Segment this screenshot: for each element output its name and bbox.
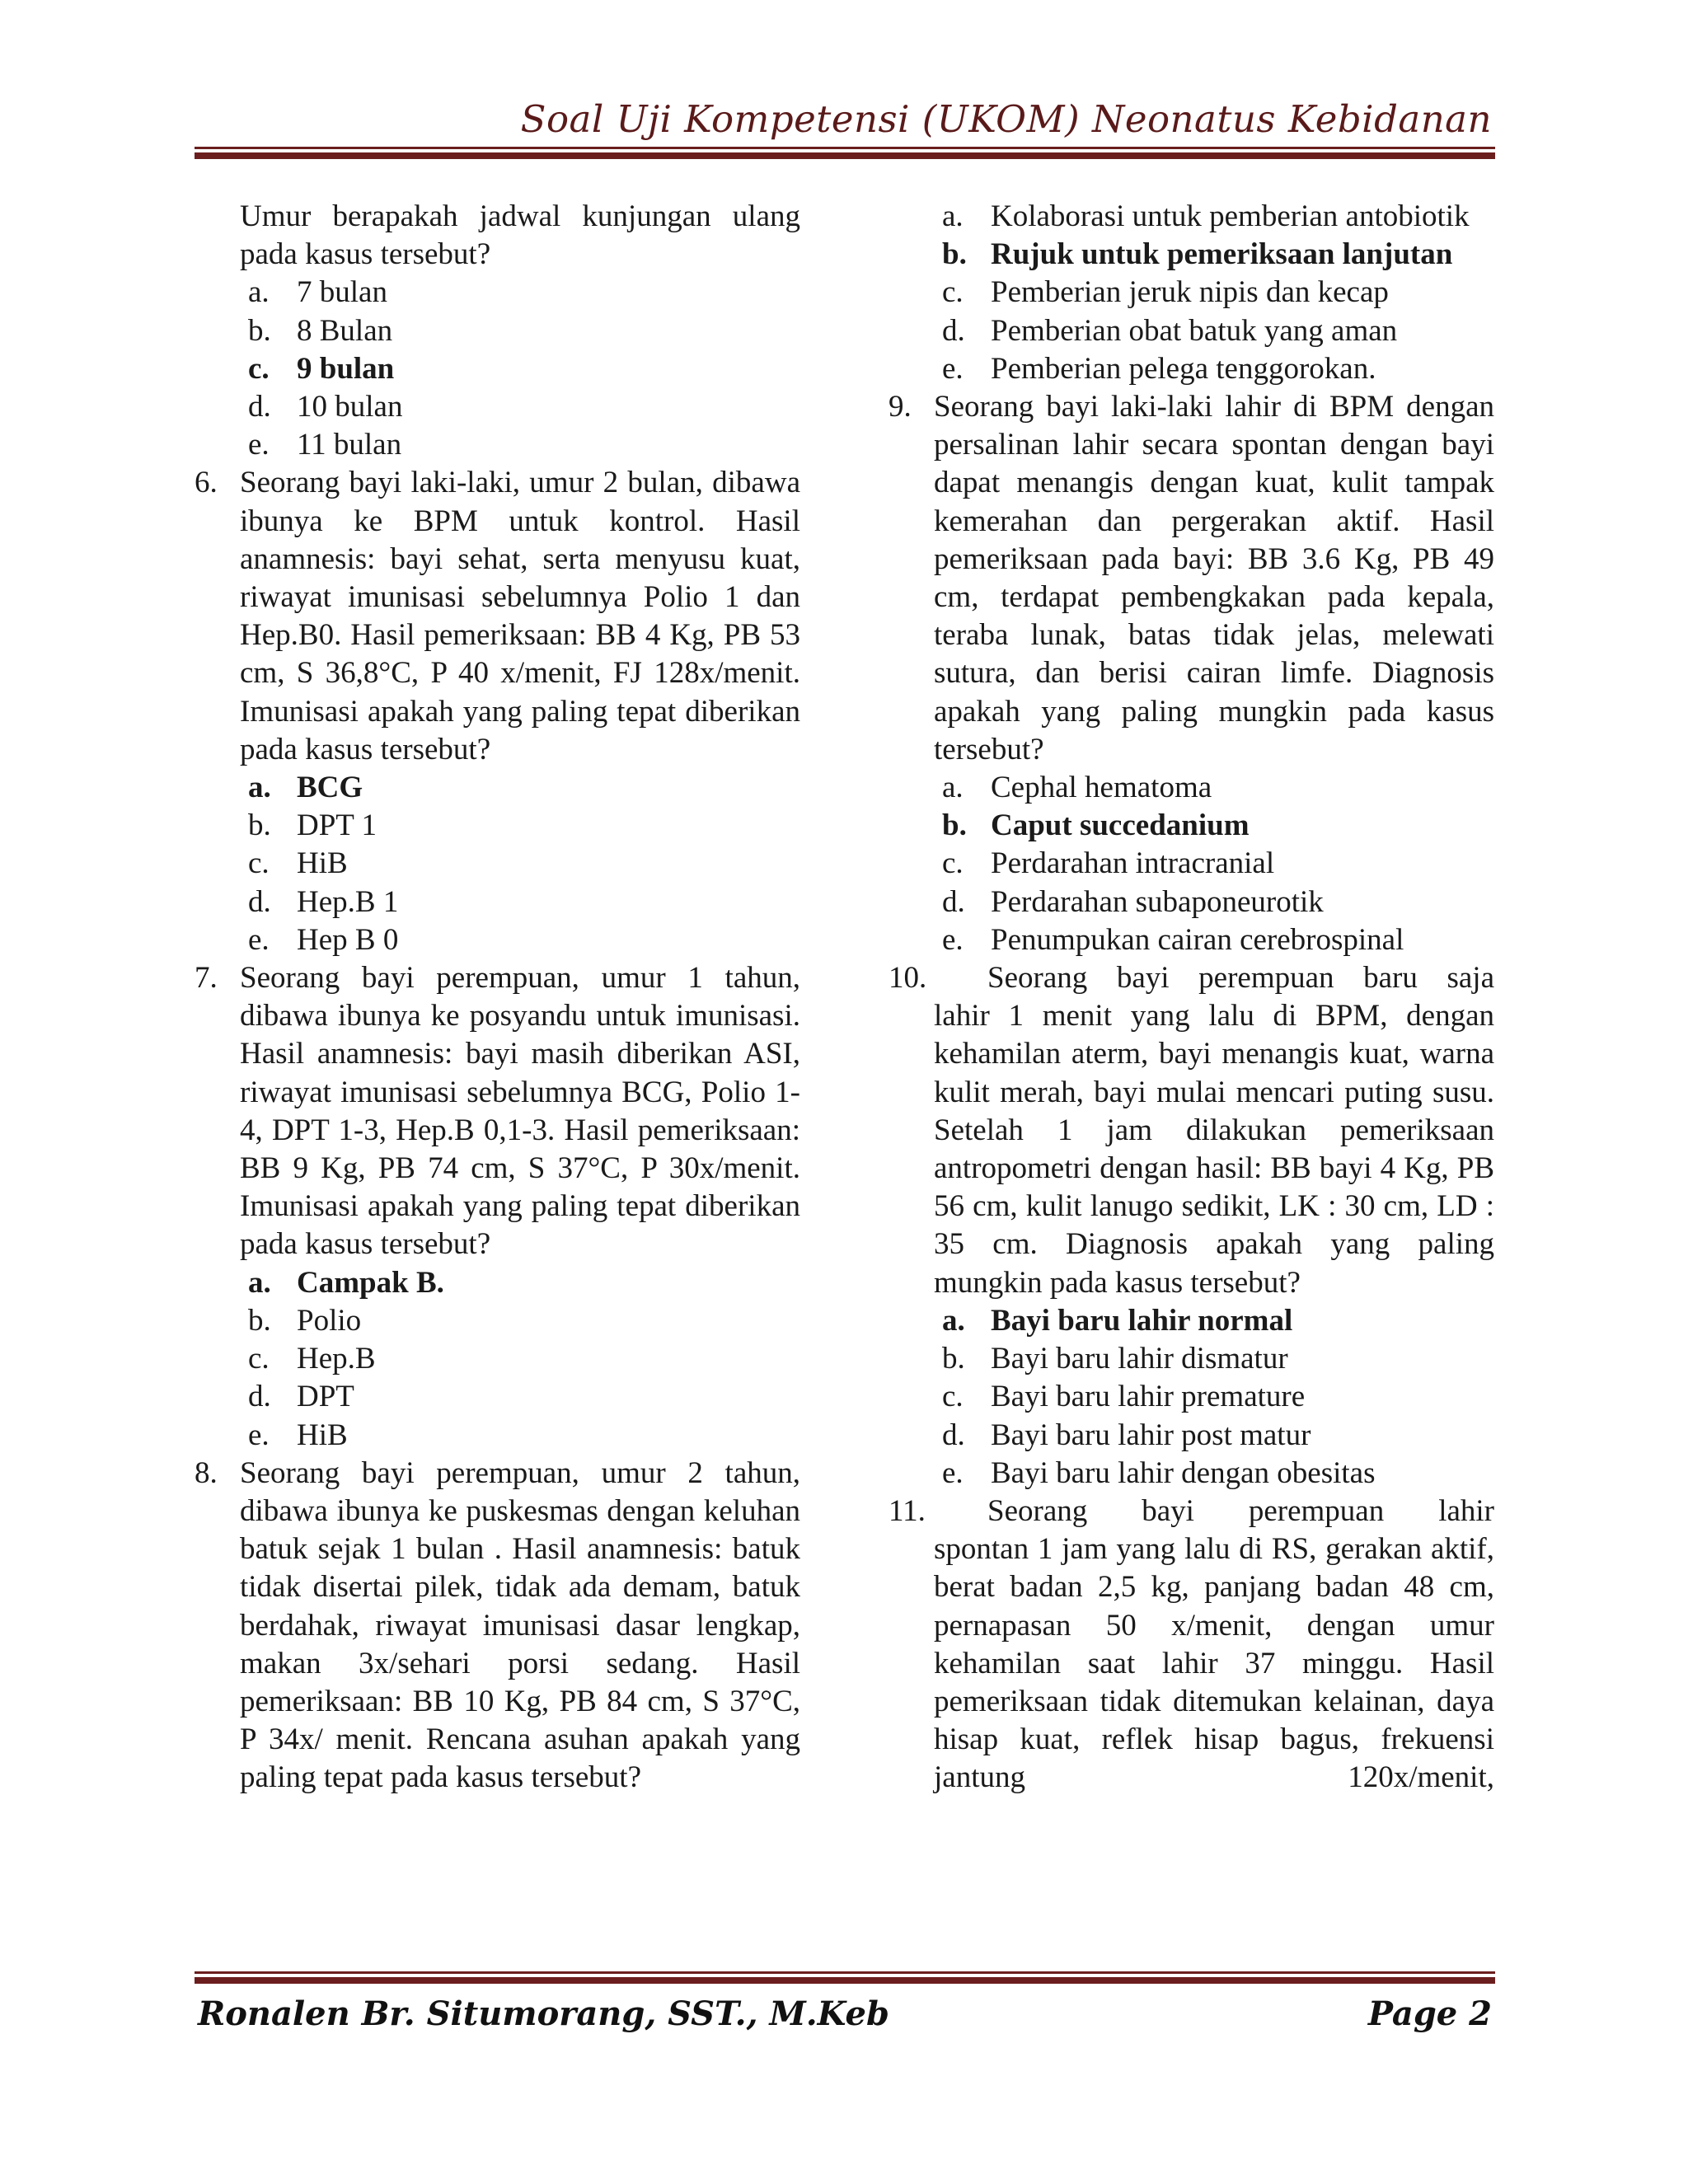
q6-option-c: c. HiB — [248, 846, 348, 881]
q8-option-a: a. Kolaborasi untuk pemberian antobiotik — [942, 199, 1470, 233]
question-number: 11. — [889, 1493, 926, 1528]
q9-option-d: d. Perdarahan subaponeurotik — [942, 884, 1324, 919]
q5-option-c-answer: c. 9 bulan — [248, 351, 395, 386]
q10-option-e: e. Bayi baru lahir dengan obesitas — [942, 1455, 1376, 1490]
footer-rule-thin — [195, 1971, 1495, 1974]
q7-option-b: b. Polio — [248, 1303, 362, 1338]
question-7 — [195, 959, 800, 1264]
question-text: Seorang bayi laki-laki, umur 2 bulan, dibawa ibunya ke BPM untuk kontrol. Hasil anamnesis: bayi sehat, serta menyusu kuat, riwayat imunisasi sebelumnya Polio 1 dan Hep.B0. Hasil pemeriksaan: BB 4 Kg, PB 53 cm, S 36,8°C, P 40 x/menit, FJ 128x/menit. Imunisasi apakah yang paling tepat diberikan pada kasus tersebut? — [240, 466, 800, 766]
footer-rule-thick — [195, 1977, 1495, 1984]
q7-option-d: d. DPT — [248, 1380, 354, 1414]
document-header-title: Soal Uji Kompetensi (UKOM) Neonatus Kebidanan — [520, 97, 1492, 141]
question-text: Seorang bayi perempuan, umur 2 tahun, dibawa ibunya ke puskesmas dengan keluhan batuk sejak 1 bulan . Hasil anamnesis: batuk tidak disertai pilek, tidak ada demam, batuk berdahak, riwayat imunisasi dasar lengkap, makan 3x/sehari porsi sedang. Hasil pemeriksaan: BB 10 Kg, PB 84 cm, S 37°C, P 34x/ menit. Rencana asuhan apakah yang paling tepat pada kasus tersebut? — [240, 1455, 800, 1795]
q6-option-a-answer: a. BCG — [248, 771, 363, 805]
question-number: 10. — [889, 961, 927, 996]
question-6 — [195, 464, 800, 769]
question-number: 6. — [195, 466, 218, 500]
q5-option-b: b. 8 Bulan — [248, 313, 393, 348]
q5-option-a: a. 7 bulan — [248, 275, 387, 310]
header-rule-thin — [195, 147, 1495, 149]
q6-option-e: e. Hep B 0 — [248, 922, 399, 957]
q8-option-c: c. Pemberian jeruk nipis dan kecap — [942, 275, 1389, 310]
q10-option-a-answer: a. Bayi baru lahir normal — [942, 1303, 1293, 1338]
question-text: Seorang bayi perempuan lahir — [987, 1493, 1494, 1528]
question-11 — [889, 1493, 1494, 1797]
q9-option-c: c. Perdarahan intracranial — [942, 846, 1275, 881]
q8-option-e: e. Pemberian pelega tenggorokan. — [942, 351, 1376, 386]
q8-option-d: d. Pemberian obat batuk yang aman — [942, 313, 1398, 348]
q6-option-b: b. DPT 1 — [248, 808, 377, 843]
header-rule-thick — [195, 152, 1495, 159]
q7-option-c: c. Hep.B — [248, 1342, 376, 1376]
left-column — [195, 198, 800, 1797]
q5-option-e: e. 11 bulan — [248, 428, 402, 462]
question-text: Seorang bayi perempuan, umur 1 tahun, dibawa ibunya ke posyandu untuk imunisasi. Hasil anamnesis: bayi masih diberikan ASI, riwayat imunisasi sebelumnya BCG, Polio 1-4, DPT 1-3, Hep.B 0,1-3. Hasil pemeriksaan: BB 9 Kg, PB 74 cm, S 37°C, P 30x/menit. Imunisasi apakah yang paling tepat diberikan pada kasus tersebut? — [240, 961, 800, 1262]
q9-option-a: a. Cephal hematoma — [942, 771, 1212, 805]
q8-option-b-answer: b. Rujuk untuk pemeriksaan lanjutan — [942, 237, 1453, 272]
question-5-continuation: pada kasus tersebut? — [240, 237, 491, 272]
page-number: Page 2 — [1367, 1994, 1492, 2033]
q9-option-e: e. Penumpukan cairan cerebrospinal — [942, 922, 1404, 957]
q6-option-d: d. Hep.B 1 — [248, 884, 399, 919]
question-9 — [889, 388, 1494, 769]
question-text: lahir 1 menit yang lalu di BPM, dengan kehamilan aterm, bayi menangis kuat, warna kulit merah, bayi mulai mencari puting susu. Setelah 1 jam dilakukan pemeriksaan antropometri dengan hasil: BB bayi 4 Kg, PB 56 cm, kulit lanugo sedikit, LK : 30 cm, LD : 35 cm. Diagnosis apakah yang paling mungkin pada kasus tersebut? — [934, 999, 1494, 1300]
footer-author: Ronalen Br. Situmorang, SST., M.Keb — [198, 1994, 889, 2033]
question-number: 7. — [195, 961, 218, 996]
question-number: 9. — [889, 390, 912, 424]
q10-option-c: c. Bayi baru lahir premature — [942, 1380, 1306, 1414]
right-column — [889, 198, 1494, 1797]
q5-option-d: d. 10 bulan — [248, 390, 403, 424]
question-text: Seorang bayi laki-laki lahir di BPM dengan persalinan lahir secara spontan dengan bayi dapat menangis dengan kuat, kulit tampak kemerahan dan pergerakan aktif. Hasil pemeriksaan pada bayi: BB 3.6 Kg, PB 49 cm, terdapat pembengkakan pada kepala, teraba lunak, batas tidak jelas, melewati sutura, dan berisi cairan limfe. Diagnosis apakah yang paling mungkin pada kasus tersebut? — [934, 390, 1494, 766]
question-5-continuation: Umur berapakah jadwal kunjungan ulang — [240, 199, 800, 233]
q10-option-d: d. Bayi baru lahir post matur — [942, 1418, 1311, 1452]
q7-option-e: e. HiB — [248, 1418, 348, 1452]
question-text: spontan 1 jam yang lalu di RS, gerakan aktif, berat badan 2,5 kg, panjang badan 48 cm, pernapasan 50 x/menit, dengan umur kehamilan saat lahir 37 minggu. Hasil pemeriksaan tidak ditemukan kelainan, daya hisap kuat, reflek hisap bagus, frekuensi jantung 120x/menit, — [934, 1532, 1494, 1795]
q7-option-a-answer: a. Campak B. — [248, 1265, 444, 1300]
q10-option-b: b. Bayi baru lahir dismatur — [942, 1342, 1288, 1376]
q9-option-b-answer: b. Caput succedanium — [942, 808, 1250, 843]
question-text: Seorang bayi perempuan baru saja — [987, 961, 1494, 996]
question-10 — [889, 959, 1494, 1302]
question-8 — [195, 1455, 800, 1797]
question-number: 8. — [195, 1455, 218, 1490]
